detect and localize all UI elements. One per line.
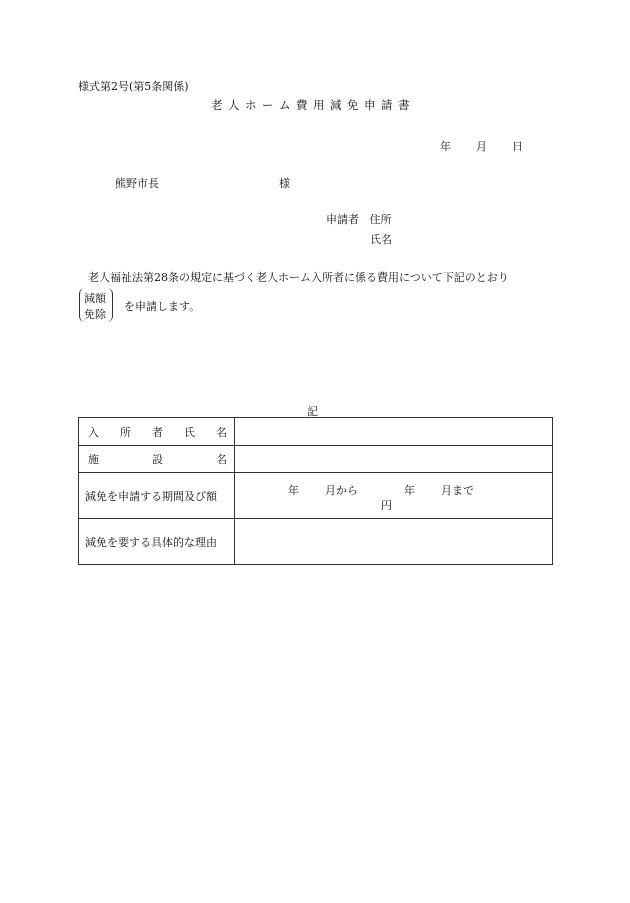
label-char: 名: [216, 425, 227, 439]
label-char: 氏: [184, 425, 195, 439]
reason-label: [79, 519, 235, 565]
reason-label-text: 減免を要する具体的な理由: [85, 535, 217, 549]
form-number: 様式第2号(第5条関係): [78, 80, 189, 93]
amount-yen-unit: 円: [381, 499, 392, 512]
table-row: [79, 446, 553, 473]
applicant-address-label: 住所: [369, 213, 392, 226]
table-row: [79, 418, 553, 446]
applicant-address-line: [326, 211, 392, 227]
reason-field[interactable]: [235, 519, 553, 565]
period-year-from: 年: [288, 484, 299, 497]
addressee-name: 熊野市長: [115, 177, 159, 190]
period-year-until: 年: [404, 484, 415, 497]
label-char: 設: [152, 453, 163, 466]
label-char: 名: [216, 453, 227, 466]
table-row: [79, 519, 553, 565]
table-row: [79, 473, 553, 519]
facility-name-label: [79, 446, 235, 473]
applicant-name-label: 氏名: [370, 233, 392, 246]
statement-line-2: を申請します。: [124, 300, 201, 313]
applicant-label: 申請者: [326, 213, 359, 226]
reduction-exemption-choice: [79, 288, 113, 322]
statement-line-1: 老人福祉法第28条の規定に基づく老人ホーム入所者に係る費用について下記のとおり: [88, 271, 509, 284]
date-day-label: 日: [512, 140, 523, 153]
application-table: [78, 417, 553, 565]
option-reduction: 減額: [84, 292, 106, 305]
period-month-from: 月から: [325, 484, 358, 497]
addressee-honorific: 様: [279, 177, 290, 190]
option-exemption: 免除: [84, 308, 106, 321]
label-char: 所: [120, 425, 131, 439]
period-month-until: 月まで: [441, 484, 474, 497]
label-char: 入: [88, 425, 99, 439]
period-amount-label: [79, 473, 235, 519]
document-title: 老人ホーム費用減免申請書: [211, 98, 415, 112]
date-year-label: 年: [440, 140, 451, 153]
label-char: 施: [88, 453, 99, 466]
resident-name-label: [79, 418, 235, 446]
period-amount-label-text: 減免を申請する期間及び額: [85, 489, 217, 503]
period-amount-field[interactable]: [235, 473, 553, 519]
period-range: [288, 482, 474, 498]
date-line: [440, 138, 523, 154]
resident-name-field[interactable]: [235, 418, 553, 446]
label-char: 者: [152, 425, 163, 439]
section-marker: 記: [307, 405, 318, 418]
date-month-label: 月: [476, 140, 487, 153]
facility-name-field[interactable]: [235, 446, 553, 473]
